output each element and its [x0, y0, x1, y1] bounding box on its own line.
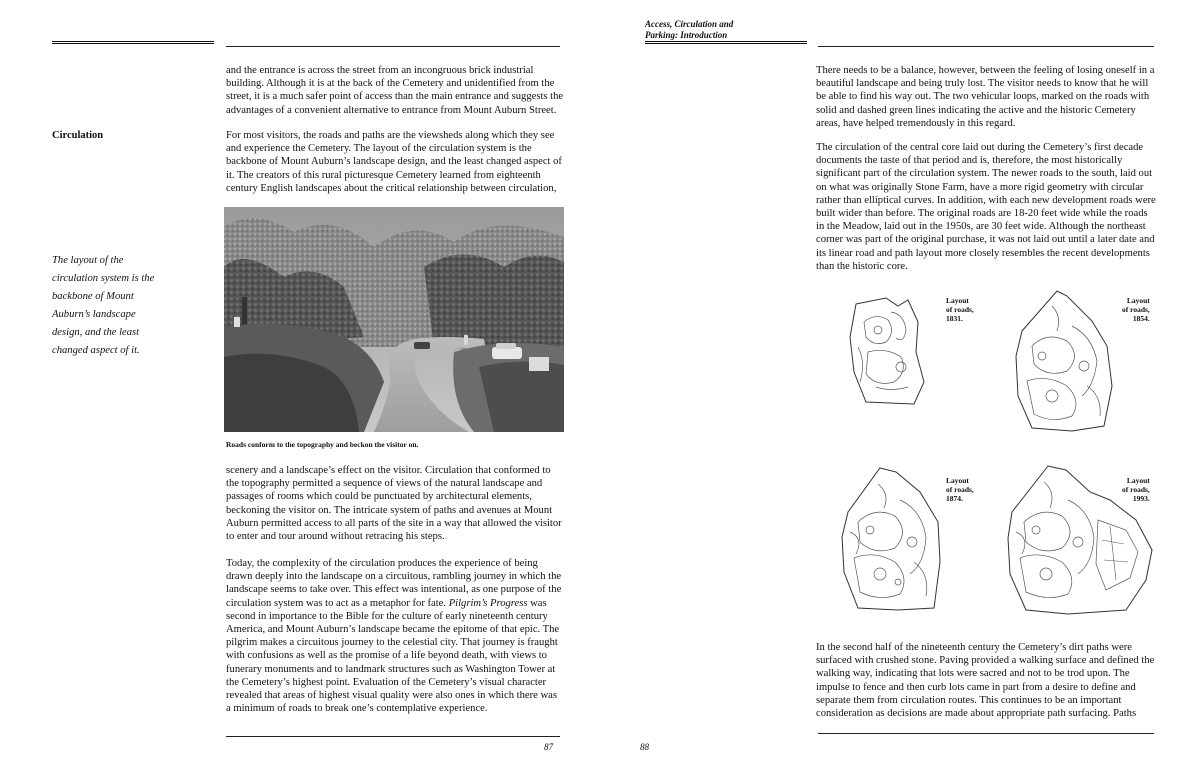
running-header-line2: Parking: Introduction — [645, 30, 728, 40]
map-1854 — [1012, 286, 1118, 436]
left-para-4-end: was second in importance to the Bible for the culture of early nineteenth century America, and Mount Auburn’s landscape became the epitome of that epic. The pilgrim makes a circuitous journey to the celestial city. That journey is fraught with confusions as well as the promise of a life beyond death, with views to funerary monuments and to landmark structures such as Washington Tower at the Cemetery’s highest point. Evaluation of the Cemetery’s visual character revealed that areas of highest visual quality were also ones in which there was a minimum of roads to break one’s contemplative experience. — [226, 597, 560, 715]
left-top-rule-long — [226, 46, 560, 47]
side-heading-circulation: Circulation — [52, 130, 104, 141]
left-para-4 — [226, 557, 564, 715]
left-para-1: and the entrance is across the street from an incongruous brick industrial building. Although it is at the back of the Cemetery and unidentified from the street, it is a much safer point of access than the main entrance and suggests the advantages of a convenient alternative to entrance from Mount Auburn Street. — [226, 65, 564, 116]
map-1831 — [846, 292, 938, 410]
map-label-line: Layout — [1126, 476, 1150, 485]
map-label-line: 1854. — [1132, 314, 1150, 323]
pull-quote-line: design, and the least — [52, 327, 140, 338]
left-para-4-start: Today, the complexity of the circulation produces the experience of being drawn deeply into the landscape on a circuitous, rambling journey in which the landscape seems to take over. This effect was intentional, as one purpose of the circulation system was to act as a metaphor for fate. — [226, 558, 562, 609]
cemetery-road-photo — [224, 207, 564, 432]
map-label-line: 1831. — [946, 314, 963, 323]
right-para-1: There needs to be a balance, however, between the feeling of losing oneself in a beautiful landscape and being truly lost. The visitor needs to know that he will be able to find his way out. The two vehicular loops, marked on the roads with solid and dashed green lines indicating the active and the historic Cemetery areas, have helped tremendously in this regard. — [816, 65, 1155, 129]
running-header-line1: Access, Circulation and — [645, 19, 734, 29]
pull-quote-line: backbone of Mount — [52, 291, 134, 302]
map-label-line: Layout — [946, 476, 969, 485]
right-bottom-rule — [818, 733, 1154, 734]
map-1874 — [840, 462, 944, 614]
map-label-1854 — [1122, 296, 1150, 323]
pull-quote-line: The layout of the — [52, 255, 124, 266]
left-top-rule-short — [52, 41, 214, 44]
right-para-2: The circulation of the central core laid out during the Cemetery’s first decade documents the taste of that period and is, therefore, the most historically significant part of the circulation system. The newer roads to the south, laid out on what was originally Stone Farm, have a more rigid geometry with circular rather than elliptical curves. In addition, with each new development roads were built wider than before. The original roads are 18-20 feet wide while the roads in the Meadow, laid out in the 1950s, are 30 feet wide. Although the northeast corner was part of the original purchase, it was not laid out until a later date and its linear road and path layout more closely resembles the recent developments than the historic core. — [816, 142, 1156, 272]
pull-quote — [52, 252, 182, 360]
left-para-3: scenery and a landscape’s effect on the visitor. Circulation that conformed to the topography permitted a sequence of views of the natural landscape and passages of rooms which could be punctuated by architectural elements, beckoning the visitor on. The intricate system of paths and avenues at Mount Auburn permitted access to all parts of the site in a way that allowed the visitor to enter and tour around without retracing his steps. — [226, 465, 562, 543]
map-label-line: 1993. — [1132, 494, 1150, 503]
left-bottom-rule — [226, 736, 560, 737]
left-para-2: For most visitors, the roads and paths are the viewsheds along which they see and experience the Cemetery. The layout of the circulation system is the backbone of Mount Auburn’s landscape design, and the least changed aspect of it. The creators of this rural picturesque Cemetery learned from eighteenth century English landscapes about the critical relationship between circulation, — [226, 130, 562, 194]
right-page-number: 88 — [640, 742, 649, 752]
map-label-line: of roads, — [1122, 305, 1150, 314]
book-title: Pilgrim’s Progress — [448, 597, 528, 609]
right-para-3: In the second half of the nineteenth century the Cemetery’s dirt paths were surfaced with crushed stone. Paving provided a walking surface and defined the walking way, indicating that lots were sacred and not to be trod upon. The impulse to fence and then curb lots came in part from a desire to define and separate them from circulation routes. This continues to be an important consideration as decisions are made about appropriate path surfacing. Paths — [816, 642, 1155, 720]
photo-caption: Roads conform to the topography and beckon the visitor on. — [226, 440, 419, 449]
right-top-rule-long — [818, 46, 1154, 47]
photo-illustration — [224, 207, 564, 432]
right-top-rule-short — [645, 41, 807, 44]
map-label-1874 — [946, 476, 974, 503]
pull-quote-line: changed aspect of it. — [52, 345, 140, 356]
running-header — [645, 19, 733, 41]
map-label-line: of roads, — [946, 305, 974, 314]
pull-quote-line: circulation system is the — [52, 273, 155, 284]
map-label-line: Layout — [1126, 296, 1150, 305]
pull-quote-line: Auburn’s landscape — [52, 309, 136, 320]
map-label-line: 1874. — [946, 494, 963, 503]
map-label-1831 — [946, 296, 974, 323]
map-label-line: of roads, — [946, 485, 974, 494]
map-label-line: Layout — [946, 296, 969, 305]
map-label-1993 — [1122, 476, 1150, 503]
left-page-number: 87 — [544, 742, 553, 752]
map-label-line: of roads, — [1122, 485, 1150, 494]
